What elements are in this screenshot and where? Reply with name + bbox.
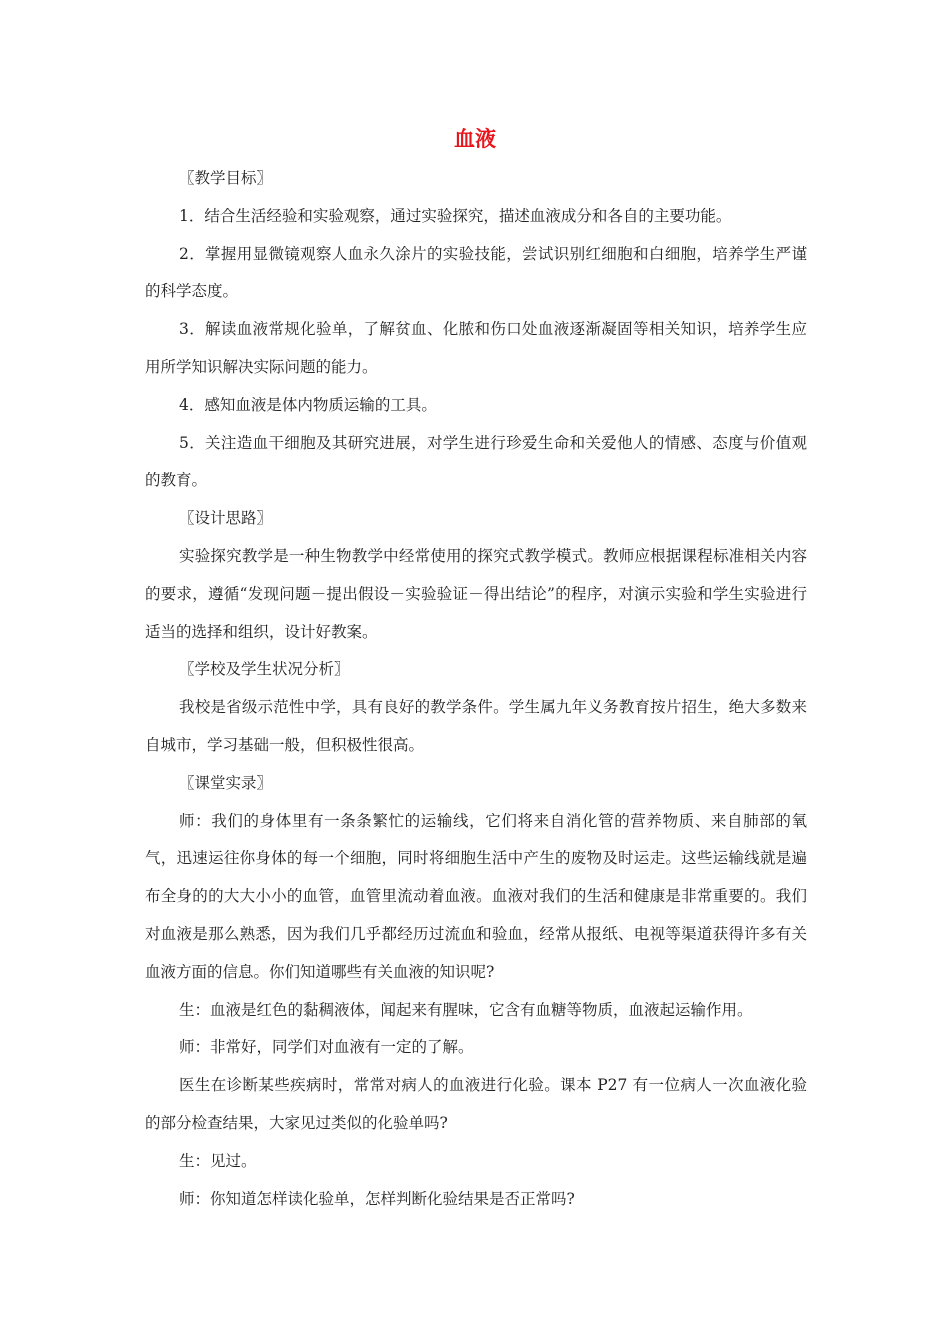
record-paragraph: 师：非常好，同学们对血液有一定的了解。 xyxy=(179,1038,474,1057)
analysis-paragraph: 我校是省级示范性中学，具有良好的教学条件。学生属九年义务教育按片招生，绝大多数来自城市，学习基础一般，但积极性很高。 xyxy=(145,698,807,754)
page-title: 血液 xyxy=(454,127,496,151)
objective-item: 4．感知血液是体内物质运输的工具。 xyxy=(179,395,437,414)
objective-item: 2．掌握用显微镜观察人血永久涂片的实验技能，尝试识别红细胞和白细胞，培养学生严谨的科学态度。 xyxy=(145,244,807,301)
section-heading-analysis: 〖学校及学生状况分析〗 xyxy=(179,660,350,679)
section-heading-objectives: 〖教学目标〗 xyxy=(179,169,273,187)
document-body xyxy=(145,160,807,1218)
record-paragraph: 生：见过。 xyxy=(179,1151,257,1170)
record-paragraph: 医生在诊断某些疾病时，常常对病人的血液进行化验。课本 P27 有一位病人一次血液化验的部分检查结果，大家见过类似的化验单吗? xyxy=(145,1076,807,1132)
section-heading-record: 〖课堂实录〗 xyxy=(179,773,273,792)
section-heading-design: 〖设计思路〗 xyxy=(179,509,273,528)
objective-item: 1．结合生活经验和实验观察，通过实验探究，描述血液成分和各自的主要功能。 xyxy=(179,206,732,225)
record-paragraph: 师：我们的身体里有一条条繁忙的运输线，它们将来自消化管的营养物质、来自肺部的氧气，迅速运往你身体的每一个细胞，同时将细胞生活中产生的废物及时运走。这些运输线就是遍布全身的的大大小小的血管，血管里流动着血液。血液对我们的生活和健康是非常重要的。我们对血液是那么熟悉，因为我们几乎都经历过流血和验血，经常从报纸、电视等渠道获得许多有关血液方面的信息。你们知道哪些有关血液的知识呢? xyxy=(145,811,807,981)
record-paragraph: 师：你知道怎样读化验单，怎样判断化验结果是否正常吗? xyxy=(179,1189,575,1208)
objective-item: 5．关注造血干细胞及其研究进展，对学生进行珍爱生命和关爱他人的情感、态度与价值观的教育。 xyxy=(145,433,807,490)
design-paragraph: 实验探究教学是一种生物教学中经常使用的探究式教学模式。教师应根据课程标准相关内容的要求，遵循“发现问题－提出假设－实验验证－得出结论”的程序，对演示实验和学生实验进行适当的选择和组织，设计好教案。 xyxy=(145,546,807,641)
objective-item: 3．解读血液常规化验单，了解贫血、化脓和伤口处血液逐渐凝固等相关知识，培养学生应用所学知识解决实际问题的能力。 xyxy=(145,320,807,376)
record-paragraph: 生：血液是红色的黏稠液体，闻起来有腥味，它含有血糖等物质，血液起运输作用。 xyxy=(179,1000,753,1019)
